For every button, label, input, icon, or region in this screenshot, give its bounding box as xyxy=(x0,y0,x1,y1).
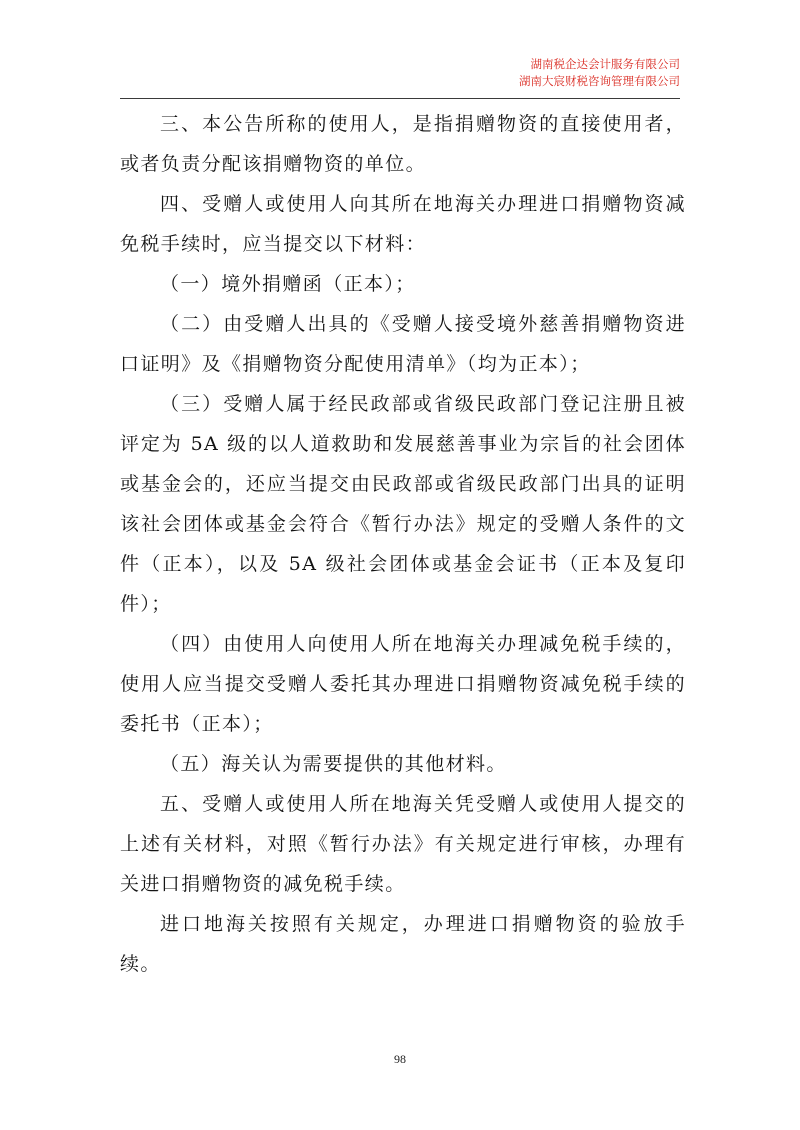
header-company-name-1: 湖南税企达会计服务有限公司 xyxy=(530,57,680,71)
paragraph: 三、本公告所称的使用人，是指捐赠物资的直接使用者，或者负责分配该捐赠物资的单位。 xyxy=(120,113,686,175)
page-number: 98 xyxy=(394,1052,406,1066)
company-header xyxy=(519,56,680,90)
header-divider xyxy=(120,98,680,99)
document-body xyxy=(120,104,686,984)
paragraph: （一）境外捐赠函（正本）； xyxy=(160,273,416,295)
header-company-name-2: 湖南大宸财税咨询管理有限公司 xyxy=(519,74,680,88)
paragraph: （三）受赠人属于经民政部或省级民政部门登记注册且被评定为 5A 级的以人道救助和发展慈善事业为宗旨的社会团体或基金会的，还应当提交由民政部或省级民政部门出具的证明该社会团体或基金会符合《暂行办法》规定的受赠人条件的文件（正本），以及 5A 级社会团体或基金会证书（正本及复印件）； xyxy=(120,393,686,615)
paragraph: （四）由使用人向使用人所在地海关办理减免税手续的，使用人应当提交受赠人委托其办理进口捐赠物资减免税手续的委托书（正本）； xyxy=(120,633,686,735)
paragraph: （五）海关认为需要提供的其他材料。 xyxy=(160,753,507,775)
paragraph: 进口地海关按照有关规定，办理进口捐赠物资的验放手续。 xyxy=(120,913,686,975)
paragraph: （二）由受赠人出具的《受赠人接受境外慈善捐赠物资进口证明》及《捐赠物资分配使用清单》（均为正本）； xyxy=(120,313,686,375)
paragraph: 五、受赠人或使用人所在地海关凭受赠人或使用人提交的上述有关材料，对照《暂行办法》有关规定进行审核，办理有关进口捐赠物资的减免税手续。 xyxy=(120,793,686,895)
paragraph: 四、受赠人或使用人向其所在地海关办理进口捐赠物资减免税手续时，应当提交以下材料： xyxy=(120,193,686,255)
